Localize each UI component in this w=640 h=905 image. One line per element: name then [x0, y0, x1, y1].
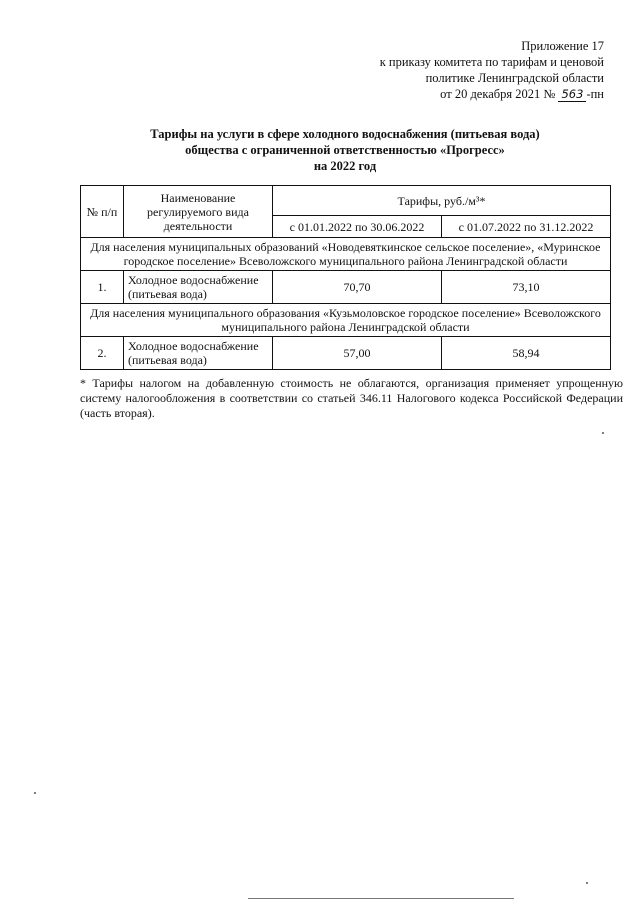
- title-line-3: на 2022 год: [313, 159, 377, 173]
- row-value-period-1: 57,00: [273, 337, 442, 370]
- table-row: [81, 337, 611, 370]
- order-number: 563: [558, 88, 586, 102]
- header-period-2: с 01.07.2022 по 31.12.2022: [442, 216, 611, 238]
- group-row-1: [81, 238, 611, 271]
- tariffs-table: [80, 185, 611, 370]
- header-period-1: с 01.01.2022 по 30.06.2022: [273, 216, 442, 238]
- title-line-2: общества с ограниченной ответственностью «Прогресс»: [185, 143, 505, 157]
- footnote: * Тарифы налогом на добавленную стоимость не облагаются, организация применяет упрощенную систему налогообложения в соответствии со статьей 346.11 Налогового кодекса Российской Федерации (часть вторая).: [80, 376, 623, 420]
- appendix-block: [304, 38, 604, 102]
- table-header-row: [81, 186, 611, 216]
- scan-speck: [34, 792, 36, 794]
- appendix-date-line: [304, 86, 604, 102]
- row-value-period-2: 58,94: [442, 337, 611, 370]
- document-title: [80, 126, 610, 174]
- table-row: [81, 271, 611, 304]
- row-activity: Холодное водоснабжение (питьевая вода): [124, 271, 273, 304]
- row-activity: Холодное водоснабжение (питьевая вода): [124, 337, 273, 370]
- row-value-period-2: 73,10: [442, 271, 611, 304]
- order-suffix: -пн: [586, 87, 604, 101]
- scan-speck: [586, 882, 588, 884]
- appendix-title: Приложение 17: [521, 39, 604, 53]
- scan-speck: [602, 432, 604, 434]
- appendix-committee-line: политике Ленинградской области: [425, 71, 604, 85]
- header-activity: Наименование регулируемого вида деятельности: [124, 186, 273, 238]
- header-num: № п/п: [81, 186, 124, 238]
- row-value-period-1: 70,70: [273, 271, 442, 304]
- row-num: 1.: [81, 271, 124, 304]
- group-label-2: Для населения муниципального образования «Кузьмоловское городское поселение» Всеволожского муниципального района Ленинградской области: [81, 304, 611, 337]
- group-row-2: [81, 304, 611, 337]
- header-tariffs: Тарифы, руб./м³*: [273, 186, 611, 216]
- scan-edge-line: [248, 898, 514, 899]
- appendix-date: от 20 декабря 2021 №: [440, 87, 556, 101]
- title-line-1: Тарифы на услуги в сфере холодного водоснабжения (питьевая вода): [150, 127, 540, 141]
- group-label-1: Для населения муниципальных образований «Новодевяткинское сельское поселение», «Муринское городское поселение» Всеволожского муниципального района Ленинградской области: [81, 238, 611, 271]
- appendix-order-line: к приказу комитета по тарифам и ценовой: [379, 55, 604, 69]
- row-num: 2.: [81, 337, 124, 370]
